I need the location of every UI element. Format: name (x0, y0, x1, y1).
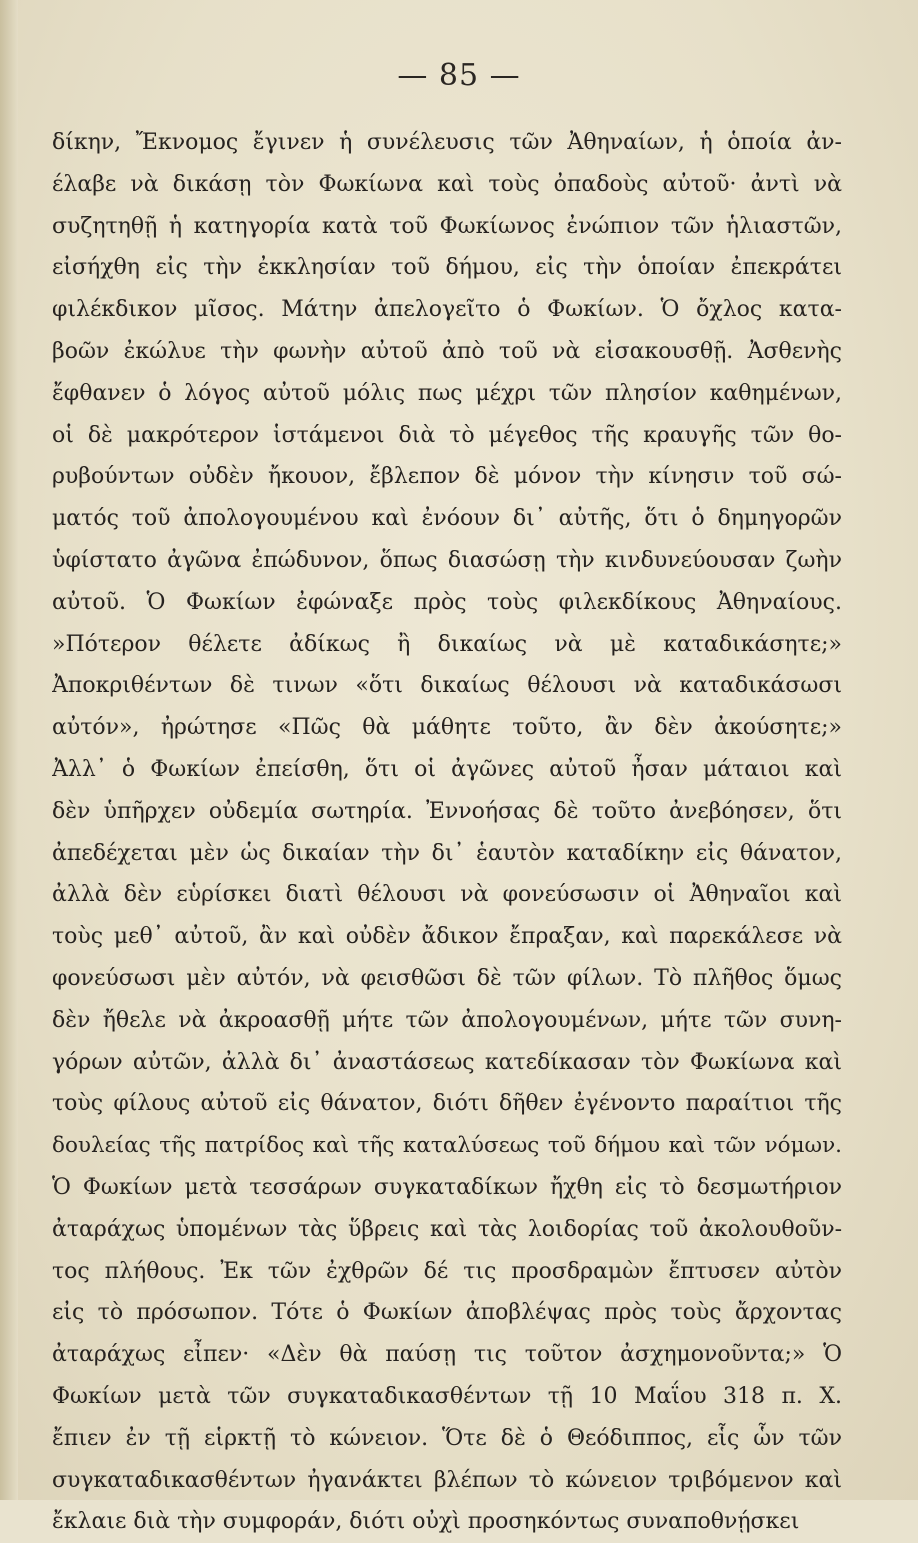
text-line: Ἀλλ᾽ ὁ Φωκίων ἐπείσθη, ὅτι οἱ ἀγῶνες αὐτοῦ ἦσαν μάταιοι καὶ (52, 756, 842, 782)
text-line: δουλείας τῆς πατρίδος καὶ τῆς καταλύσεως τοῦ δήμου καὶ τῶν νόμων. (52, 1133, 842, 1159)
text-line: τοὺς φίλους αὐτοῦ εἰς θάνατον, διότι δῆθεν ἐγένοντο παραίτιοι τῆς (52, 1091, 842, 1117)
text-line: Ἀποκριθέντων δὲ τινων «ὅτι δικαίως θέλουσι νὰ καταδικάσωσι (52, 673, 842, 699)
text-line: Φωκίων μετὰ τῶν συγκαταδικασθέντων τῇ 10 Μαΐου 318 π. Χ. (52, 1383, 842, 1409)
text-line: Ὁ Φωκίων μετὰ τεσσάρων συγκαταδίκων ἤχθη εἰς τὸ δεσμωτήριον (52, 1174, 842, 1200)
text-line: βοῶν ἐκώλυε τὴν φωνὴν αὐτοῦ ἀπὸ τοῦ νὰ εἰσακουσθῇ. Ἀσθενὴς (52, 338, 842, 364)
text-line: »Πότερον θέλετε ἀδίκως ἢ δικαίως νὰ μὲ καταδικάσητε;» (52, 631, 842, 657)
text-line: ἀπεδέχεται μὲν ὡς δικαίαν τὴν δι᾽ ἑαυτὸν καταδίκην εἰς θάνατον, (52, 840, 842, 866)
text-line: ἔπιεν ἐν τῇ εἱρκτῇ τὸ κώνειον. Ὅτε δὲ ὁ Θεόδιππος, εἷς ὧν τῶν (52, 1425, 842, 1451)
text-line: ἔφθανεν ὁ λόγος αὐτοῦ μόλις πως μέχρι τῶν πλησίον καθημένων, (52, 380, 842, 406)
text-line: οἱ δὲ μακρότερον ἱστάμενοι διὰ τὸ μέγεθος τῆς κραυγῆς τῶν θο- (52, 422, 842, 448)
text-line: ἀταράχως εἶπεν· «Δὲν θὰ παύσῃ τις τοῦτον ἀσχημονοῦντα;» Ὁ (52, 1342, 842, 1368)
text-line: ματός τοῦ ἀπολογουμένου καὶ ἐνόουν δι᾽ αὐτῆς, ὅτι ὁ δημηγορῶν (52, 506, 842, 532)
body-text (52, 122, 842, 1543)
text-line: ἔκλαιε διὰ τὴν συμφοράν, διότι οὐχὶ προσηκόντως συναποθνῄσκει (52, 1509, 800, 1535)
text-line: αὐτόν», ἠρώτησε «Πῶς θὰ μάθητε τοῦτο, ἂν δὲν ἀκούσητε;» (52, 715, 842, 741)
text-line: εἰς τὸ πρόσωπον. Τότε ὁ Φωκίων ἀποβλέψας πρὸς τοὺς ἄρχοντας (52, 1300, 842, 1326)
text-line: γόρων αὐτῶν, ἀλλὰ δι᾽ ἀναστάσεως κατεδίκασαν τὸν Φωκίωνα καὶ (52, 1049, 842, 1075)
text-line: συζητηθῇ ἡ κατηγορία κατὰ τοῦ Φωκίωνος ἐνώπιον τῶν ἡλιαστῶν, (52, 213, 842, 239)
page-number: — 85 — (397, 58, 521, 93)
text-line: δίκην, Ἔκνομος ἔγινεν ἡ συνέλευσις τῶν Ἀθηναίων, ἡ ὁποία ἀν- (52, 130, 842, 155)
text-line: δὲν ἤθελε νὰ ἀκροασθῇ μήτε τῶν ἀπολογουμένων, μήτε τῶν συνη- (52, 1007, 842, 1033)
page-edge-shadow (0, 0, 18, 1500)
text-line: ὑφίστατο ἀγῶνα ἐπώδυνον, ὅπως διασώσῃ τὴν κινδυνεύουσαν ζωὴν (52, 547, 842, 573)
text-line: έλαβε νὰ δικάσῃ τὸν Φωκίωνα καὶ τοὺς ὀπαδοὺς αὐτοῦ· ἀντὶ νὰ (52, 171, 842, 197)
text-line: ἀλλὰ δὲν εὑρίσκει διατὶ θέλουσι νὰ φονεύσωσιν οἱ Ἀθηναῖοι καὶ (52, 882, 842, 908)
text-line: αὐτοῦ. Ὁ Φωκίων ἐφώναξε πρὸς τοὺς φιλεκδίκους Ἀθηναίους. (52, 589, 842, 615)
text-line: φιλέκδικον μῖσος. Μάτην ἀπελογεῖτο ὁ Φωκίων. Ὁ ὄχλος κατα- (52, 297, 842, 323)
text-line: εἰσήχθη εἰς τὴν ἐκκλησίαν τοῦ δήμου, εἰς τὴν ὁποίαν ἐπεκράτει (52, 255, 842, 281)
text-line: ἀταράχως ὑπομένων τὰς ὕβρεις καὶ τὰς λοιδορίας τοῦ ἀκολουθοῦν- (52, 1216, 842, 1242)
text-line: συγκαταδικασθέντων ἠγανάκτει βλέπων τὸ κώνειον τριβόμενον καὶ (52, 1467, 842, 1493)
text-line: δὲν ὑπῆρχεν οὐδεμία σωτηρία. Ἐννοήσας δὲ τοῦτο ἀνεβόησεν, ὅτι (52, 798, 842, 824)
text-line: τοὺς μεθ᾽ αὐτοῦ, ἂν καὶ οὐδὲν ἄδικον ἔπραξαν, καὶ παρεκάλεσε νὰ (52, 924, 842, 950)
text-line: φονεύσωσι μὲν αὐτόν, νὰ φεισθῶσι δὲ τῶν φίλων. Τὸ πλῆθος ὅμως (52, 965, 842, 991)
text-line: ρυβούντων οὐδὲν ἤκουον, ἔβλεπον δὲ μόνον τὴν κίνησιν τοῦ σώ- (52, 464, 842, 490)
text-line: τος πλήθους. Ἐκ τῶν ἐχθρῶν δέ τις προσδραμὼν ἔπτυσεν αὐτὸν (52, 1258, 842, 1284)
